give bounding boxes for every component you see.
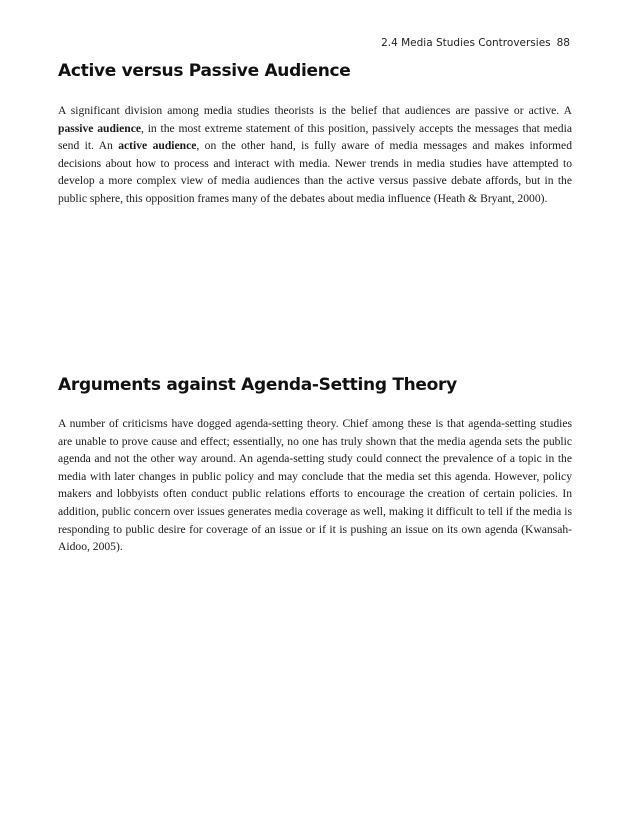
section-active-passive-audience xyxy=(58,61,572,208)
body-paragraph: A number of criticisms have dogged agenda-setting theory. Chief among these is that agenda-setting studies are unable to prove cause and effect; essentially, no one has truly shown that the media agenda sets the public agenda and not the other way around. An agenda-setting study could connect the prevalence of a topic in the media with later changes in public policy and may conclude that the media set this agenda. However, policy makers and lobbyists often conduct public relations efforts to encourage the creation of certain policies. In addition, public concern over issues generates media coverage as well, making it difficult to tell if the media is responding to public desire for coverage of an issue or if it is pushing an issue on its own agenda (Kwansah-Aidoo, 2005). xyxy=(58,417,572,554)
page-number: 88 xyxy=(556,37,570,49)
running-header xyxy=(381,37,570,49)
term-passive-audience: passive audience xyxy=(58,121,142,135)
section-arguments-against-agenda-setting xyxy=(58,375,572,556)
term-active-audience: active audience xyxy=(118,139,197,153)
paragraph-text: , in the most extreme statement of this position, passively accepts the messages that media send it. An xyxy=(58,121,572,153)
section-heading: Active versus Passive Audience xyxy=(58,61,351,81)
header-section-label: 2.4 Media Studies Controversies xyxy=(381,37,551,49)
paragraph-text: A significant division among media studies theorists is the belief that audiences are passive or active. A xyxy=(58,104,572,117)
section-heading: Arguments against Agenda-Setting Theory xyxy=(58,375,457,395)
body-paragraph xyxy=(58,102,572,208)
paragraph-text: , on the other hand, is fully aware of media messages and makes informed decisions about how to process and interact with media. Newer trends in media studies have attempted to develop a more complex view of media audiences than the active versus passive debate affords, but in the public sphere, this opposition frames many of the debates about media influence (Heath & Bryant, 2000). xyxy=(58,139,572,205)
